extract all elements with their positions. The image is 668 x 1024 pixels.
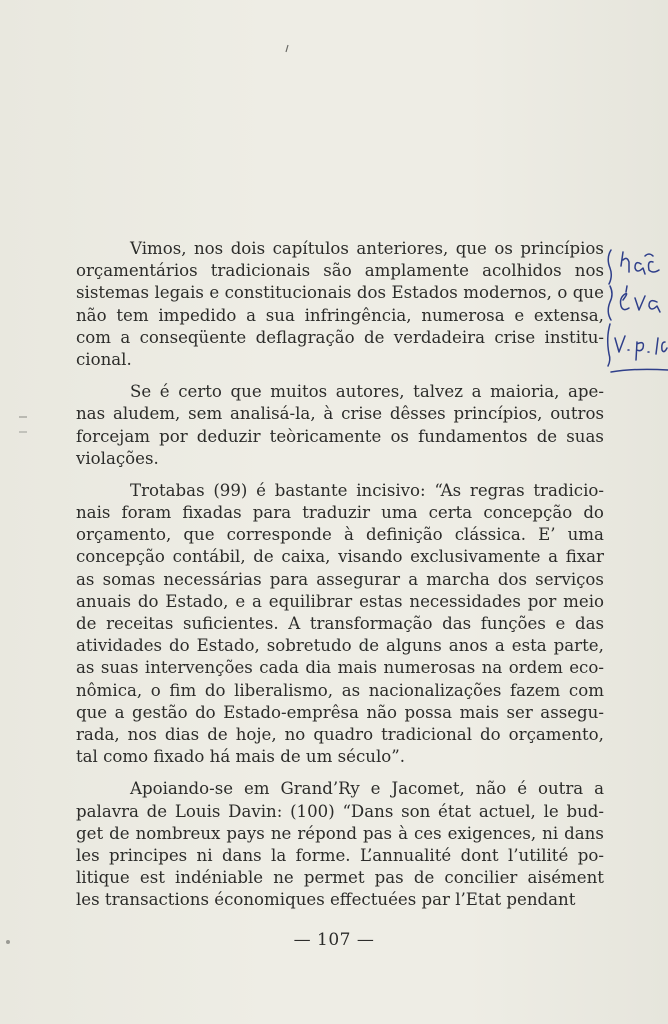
paragraph-gap bbox=[76, 371, 604, 381]
body-text bbox=[76, 238, 604, 911]
text-line: nais foram fixadas para traduzir uma certa concepção do bbox=[76, 503, 604, 523]
text-line: litique est indéniable ne permet pas de concilier aisément bbox=[76, 868, 604, 888]
text-line: as somas necessárias para assegurar a marcha dos serviços bbox=[76, 569, 604, 589]
text-line: get de nombreux pays ne répond pas à ces exigences, ni dans bbox=[76, 823, 604, 843]
ink-tick-mark bbox=[284, 44, 290, 54]
text-line: rada, nos dias de hoje, no quadro tradicional do orçamento, bbox=[76, 724, 604, 744]
text-line: Vimos, nos dois capítulos anteriores, que os princípios bbox=[130, 239, 604, 258]
page-number: — 107 — bbox=[293, 930, 375, 950]
text-line: palavra de Louis Davin: (100) “Dans son état actuel, le bud- bbox=[76, 801, 604, 821]
text-line: anuais do Estado, e a equilibrar estas necessidades por meio bbox=[76, 591, 604, 611]
paragraph bbox=[76, 381, 604, 470]
text-line: violações. bbox=[76, 448, 159, 468]
margin-dash-mark bbox=[18, 414, 28, 436]
paragraph-gap bbox=[76, 470, 604, 480]
text-line: Apoiando-se em Grand’Ry e Jacomet, não é outra a bbox=[130, 779, 604, 799]
text-line: sistemas legais e constitucionais dos Estados modernos, o que bbox=[76, 283, 604, 303]
text-line: tal como fixado há mais de um século”. bbox=[76, 747, 405, 767]
text-line: cional. bbox=[76, 349, 132, 369]
text-line: atividades do Estado, sobretudo de alguns anos a esta parte, bbox=[76, 636, 604, 656]
text-line: Trotabas (99) é bastante incisivo: “As regras tradicio- bbox=[130, 480, 604, 500]
text-line: concepção contábil, de caixa, visando exclusivamente a fixar bbox=[76, 547, 604, 567]
text-line: orçamentários tradicionais são amplamente acolhidos nos bbox=[76, 261, 604, 281]
text-line: nas aludem, sem analisá-la, à crise dêsses princípios, outros bbox=[76, 404, 604, 424]
paragraph bbox=[76, 480, 604, 768]
text-line: orçamento, que corresponde à definição clássica. E’ uma bbox=[76, 525, 604, 545]
text-line: que a gestão do Estado-emprêsa não possa mais ser assegu- bbox=[76, 702, 604, 722]
text-line: as suas intervenções cada dia mais numerosas na ordem eco- bbox=[76, 658, 604, 678]
text-line: com a conseqüente deflagração de verdadeira crise institu- bbox=[76, 327, 604, 347]
text-line: les transactions économiques effectuées par l’Etat pendant bbox=[76, 890, 576, 910]
text-line: Se é certo que muitos autores, talvez a maioria, ape- bbox=[130, 382, 604, 402]
text-line: de receitas suficientes. A transformação das funções e das bbox=[76, 614, 604, 633]
paragraph bbox=[76, 238, 604, 371]
handwritten-margin-note bbox=[605, 246, 668, 386]
text-line: les principes ni dans la forme. L’annualité dont l’utilité po- bbox=[76, 845, 604, 865]
paragraph bbox=[76, 778, 604, 911]
paragraph-gap bbox=[76, 768, 604, 778]
text-line: forcejam por deduzir teòricamente os fundamentos de suas bbox=[76, 426, 604, 446]
text-line: não tem impedido a sua infringência, numerosa e extensa, bbox=[76, 305, 604, 325]
text-line: nômica, o fim do liberalismo, as nacionalizações fazem com bbox=[76, 680, 604, 700]
